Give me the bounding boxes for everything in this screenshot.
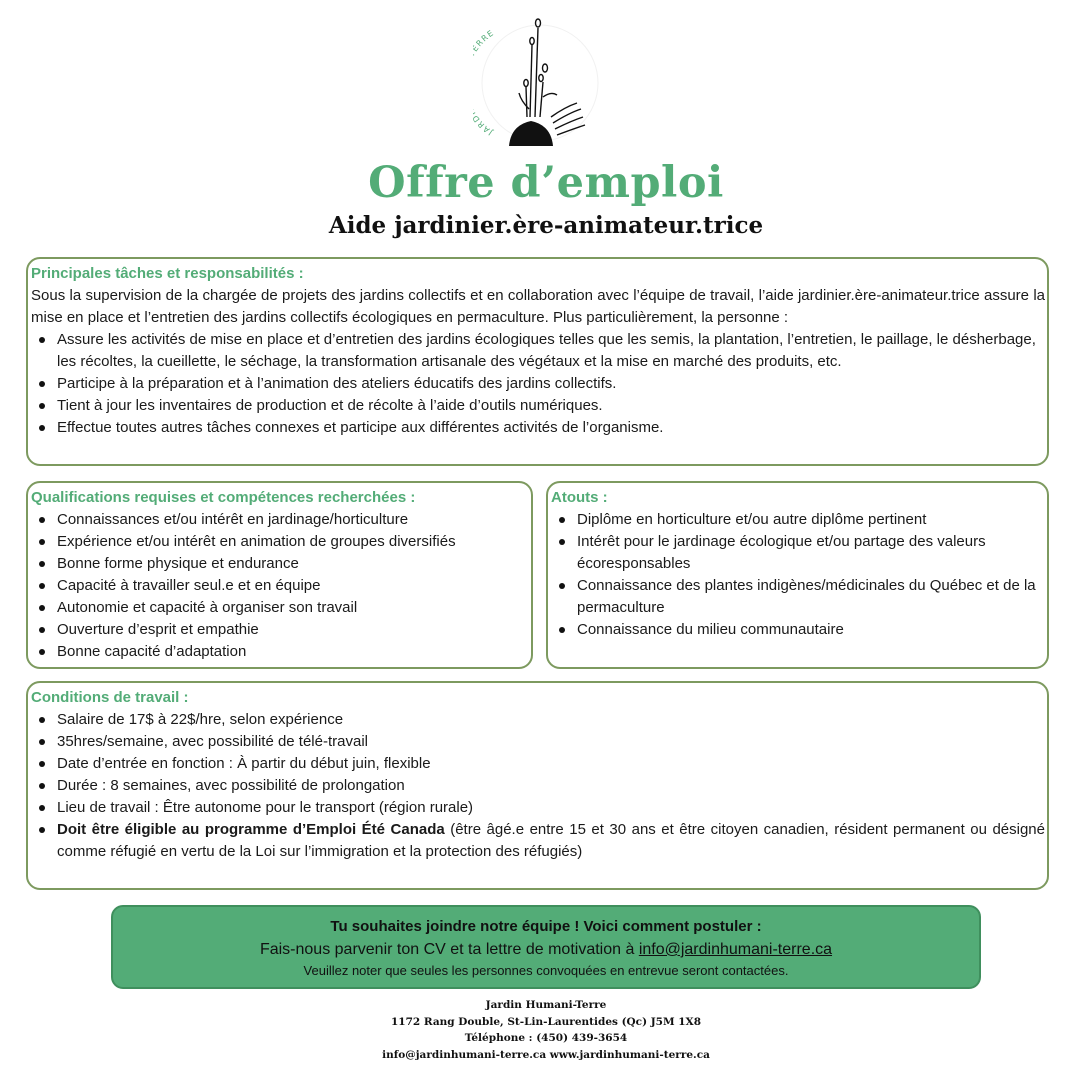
apply-instructions bbox=[113, 939, 979, 961]
list-item: Bonne capacité d’adaptation bbox=[57, 641, 529, 663]
tasks-section bbox=[26, 257, 1049, 466]
apply-instructions-text: Fais-nous parvenir ton CV et ta lettre de motivation à bbox=[259, 941, 639, 958]
list-item: Capacité à travailler seul.e et en équipe bbox=[57, 575, 529, 597]
job-title: Aide jardinier.ère-animateur.trice bbox=[328, 212, 764, 239]
assets-list bbox=[551, 509, 1045, 641]
list-item: Date d’entrée en fonction : À partir du début juin, flexible bbox=[57, 753, 1045, 775]
footer-phone: Téléphone : (450) 439-3654 bbox=[464, 1032, 628, 1044]
conditions-list bbox=[31, 709, 1045, 863]
qualifications-list bbox=[31, 509, 529, 663]
list-item: Diplôme en horticulture et/ou autre diplôme pertinent bbox=[577, 509, 1045, 531]
footer bbox=[0, 997, 1080, 1063]
eligibility-item bbox=[57, 819, 1045, 863]
list-item: Bonne forme physique et endurance bbox=[57, 553, 529, 575]
list-item: Tient à jour les inventaires de production et de récolte à l’aide d’outils numériques. bbox=[57, 395, 1045, 417]
list-item: Durée : 8 semaines, avec possibilité de prolongation bbox=[57, 775, 1045, 797]
list-item: Autonomie et capacité à organiser son travail bbox=[57, 597, 529, 619]
list-item: Ouverture d’esprit et empathie bbox=[57, 619, 529, 641]
eligibility-details: (être âgé.e entre 15 et 30 ans et être citoyen canadien, résident permanent ou désigné comme réfugié en vertu de la Loi sur l’immigration et la protection des réfugiés) bbox=[57, 821, 1045, 860]
list-item: Connaissance du milieu communautaire bbox=[577, 619, 1045, 641]
list-item: Connaissances et/ou intérêt en jardinage/horticulture bbox=[57, 509, 529, 531]
tasks-heading: Principales tâches et responsabilités : bbox=[31, 265, 304, 282]
garden-plant-logo bbox=[473, 13, 603, 153]
list-item: Salaire de 17$ à 22$/hre, selon expérience bbox=[57, 709, 1045, 731]
tasks-intro: Sous la supervision de la chargée de projets des jardins collectifs et en collaboration avec l’équipe de travail, l’aide jardinier.ère-animateur.trice assure la mise en place et l’entretien des jardins collectifs écologiques en permaculture. Plus particulièrement, la personne : bbox=[31, 287, 1045, 326]
list-item: Assure les activités de mise en place et d’entretien des jardins écologiques telles que les semis, la plantation, l’entretien, le paillage, le désherbage, les récoltes, la cueillette, le séchage, la transformation artisanale des végétaux et la mise en marché des produits, etc. bbox=[57, 329, 1045, 373]
conditions-section bbox=[26, 681, 1049, 890]
apply-banner bbox=[111, 905, 981, 989]
conditions-heading: Conditions de travail : bbox=[31, 689, 189, 706]
qualifications-heading: Qualifications requises et compétences recherchées : bbox=[31, 489, 416, 506]
list-item: Lieu de travail : Être autonome pour le transport (région rurale) bbox=[57, 797, 1045, 819]
footer-contact: info@jardinhumani-terre.ca www.jardinhumani-terre.ca bbox=[382, 1048, 710, 1061]
footer-org: Jardin Humani-Terre bbox=[485, 999, 607, 1011]
page-title: Offre d’emploi bbox=[368, 158, 724, 208]
list-item: Participe à la préparation et à l’animation des ateliers éducatifs des jardins collectifs. bbox=[57, 373, 1045, 395]
eligibility-requirement: Doit être éligible au programme d’Emploi Été Canada bbox=[57, 821, 445, 838]
list-item: Connaissance des plantes indigènes/médicinales du Québec et de la permaculture bbox=[577, 575, 1045, 619]
list-item: Intérêt pour le jardinage écologique et/ou partage des valeurs écoresponsables bbox=[577, 531, 1045, 575]
svg-text:JARDIN HUMANI-TERRE: JAR RRE bbox=[474, 27, 496, 137]
apply-note: Veuillez noter que seules les personnes convoquées en entrevue seront contactées. bbox=[303, 963, 789, 978]
tasks-list bbox=[31, 329, 1045, 439]
list-item: Effectue toutes autres tâches connexes et participe aux différentes activités de l’organisme. bbox=[57, 417, 1045, 439]
apply-heading: Tu souhaites joindre notre équipe ! Voici comment postuler : bbox=[330, 918, 762, 935]
assets-heading: Atouts : bbox=[551, 489, 608, 506]
list-item: 35hres/semaine, avec possibilité de télé-travail bbox=[57, 731, 1045, 753]
list-item: Expérience et/ou intérêt en animation de groupes diversifiés bbox=[57, 531, 529, 553]
assets-section bbox=[546, 481, 1049, 669]
qualifications-section bbox=[26, 481, 533, 669]
email-link[interactable]: info@jardinhumani-terre.ca bbox=[638, 941, 833, 958]
footer-address: 1172 Rang Double, St-Lin-Laurentides (Qc) J5M 1X8 bbox=[390, 1015, 702, 1028]
